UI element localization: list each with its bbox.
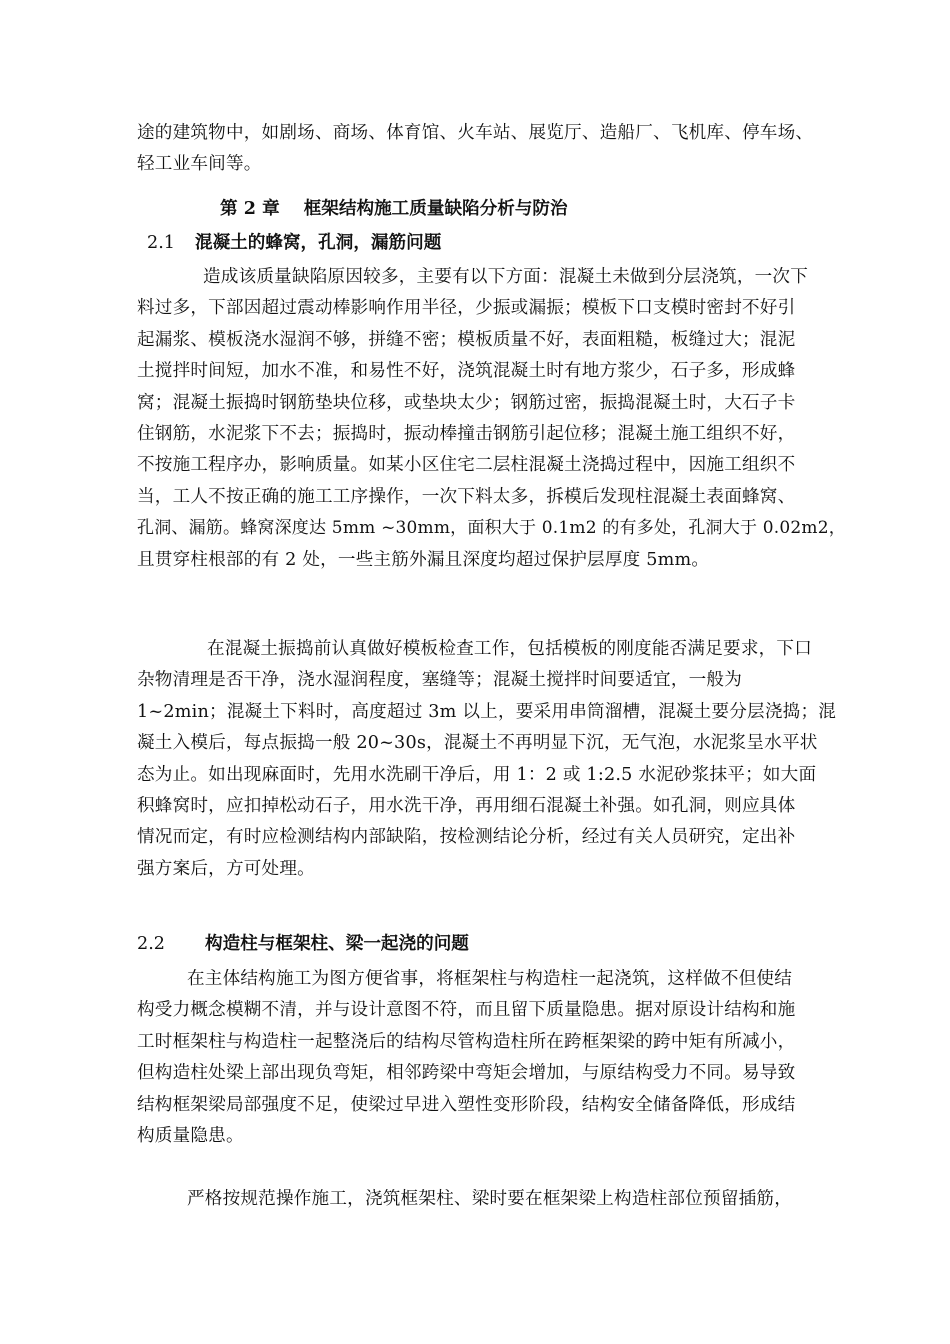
paragraph-line: 情况而定，有时应检测结构内部缺陷，按检测结论分析，经过有关人员研究，定出补: [137, 827, 796, 848]
section-title: 构造柱与框架柱、梁一起浇的问题: [204, 933, 469, 954]
chapter-title: 框架结构施工质量缺陷分析与防治: [303, 198, 568, 219]
paragraph-line: 在混凝土振捣前认真做好模板检查工作，包括模板的刚度能否满足要求，下口: [207, 639, 812, 659]
paragraph-line: 住钢筋，水泥浆下不去；振捣时，振动棒撞击钢筋引起位移；混凝土施工组织不好，: [137, 424, 796, 445]
paragraph-line: 积蜂窝时，应扣掉松动石子，用水洗干净，再用细石混凝土补强。如孔洞，则应具体: [137, 796, 796, 817]
paragraph-line: 土搅拌时间短，加水不准，和易性不好，浇筑混凝土时有地方浆少，石子多，形成蜂: [137, 361, 796, 382]
paragraph-line: 构质量隐患。: [137, 1126, 244, 1147]
paragraph-line: 料过多，下部因超过震动棒影响作用半径，少振或漏振；模板下口支模时密封不好引: [137, 298, 796, 319]
chapter-heading: [220, 197, 568, 221]
paragraph-line: 起漏浆、模板浇水湿润不够，拼缝不密；模板质量不好，表面粗糙，板缝过大；混泥: [137, 329, 796, 350]
paragraph-line: 结构框架梁局部强度不足，使梁过早进入塑性变形阶段，结构安全储备降低，形成结: [137, 1094, 796, 1115]
section-number: 2.2: [137, 934, 165, 954]
paragraph-line: 在主体结构施工为图方便省事，将框架柱与构造柱一起浇筑，这样做不但使结: [187, 969, 792, 989]
paragraph-line: 造成该质量缺陷原因较多，主要有以下方面：混凝土未做到分层浇筑，一次下: [203, 267, 808, 287]
paragraph-line: 构受力概念模糊不清，并与设计意图不符，而且留下质量隐患。据对原设计结构和施: [137, 1000, 796, 1021]
intro-line: 轻工业车间等。: [137, 154, 262, 175]
paragraph-line: 杂物清理是否干净，浇水湿润程度，塞缝等；混凝土搅拌时间要适宜，一般为: [137, 670, 742, 691]
paragraph-line: 且贯穿柱根部的有 2 处，一些主筋外漏且深度均超过保护层厚度 5mm。: [137, 549, 710, 570]
intro-paragraph: [137, 118, 852, 181]
section-2-1-paragraph-2: [137, 634, 852, 885]
section-heading-2-1: [147, 231, 441, 255]
section-2-2-paragraph-1: [137, 964, 852, 1152]
paragraph-line: 工时框架柱与构造柱一起整浇后的结构尽管构造柱所在跨框架梁的跨中矩有所减小，: [137, 1031, 796, 1052]
chapter-number: 第 2 章: [220, 198, 280, 219]
paragraph-line: 1~2min；混凝土下料时，高度超过 3m 以上，要采用串筒溜槽，混凝土要分层浇捣；混: [137, 701, 837, 722]
section-2-2-paragraph-2: [137, 1184, 852, 1215]
paragraph-line: 窝；混凝土振捣时钢筋垫块位移，或垫块太少；钢筋过密，振捣混凝土时，大石子卡: [137, 392, 796, 413]
section-number: 2.1: [147, 233, 175, 253]
intro-line: 途的建筑物中，如剧场、商场、体育馆、火车站、展览厅、造船厂、飞机库、停车场、: [137, 123, 814, 143]
section-title: 混凝土的蜂窝，孔洞，漏筋问题: [194, 232, 442, 253]
paragraph-line: 但构造柱处梁上部出现负弯矩，相邻跨梁中弯矩会增加，与原结构受力不同。易导致: [137, 1063, 796, 1084]
paragraph-line: 当，工人不按正确的施工工序操作，一次下料太多，拆模后发现柱混凝土表面蜂窝、: [137, 486, 796, 507]
section-2-1-paragraph-1: [137, 262, 852, 576]
section-heading-2-2: [137, 932, 469, 956]
paragraph-line: 不按施工程序办，影响质量。如某小区住宅二层柱混凝土浇捣过程中，因施工组织不: [137, 455, 796, 476]
paragraph-line: 严格按规范操作施工，浇筑框架柱、梁时要在框架梁上构造柱部位预留插筋，: [187, 1189, 792, 1209]
paragraph-line: 孔洞、漏筋。蜂窝深度达 5mm ~30mm，面积大于 0.1m2 的有多处，孔洞大于 0.02m2，: [137, 518, 846, 539]
paragraph-line: 凝土入模后，每点振捣一般 20~30s，混凝土不再明显下沉，无气泡，水泥浆呈水平状: [137, 733, 818, 754]
paragraph-line: 态为止。如出现麻面时，先用水洗刷干净后，用 1：2 或 1:2.5 水泥砂浆抹平；如大面: [137, 764, 817, 785]
paragraph-line: 强方案后，方可处理。: [137, 858, 315, 879]
